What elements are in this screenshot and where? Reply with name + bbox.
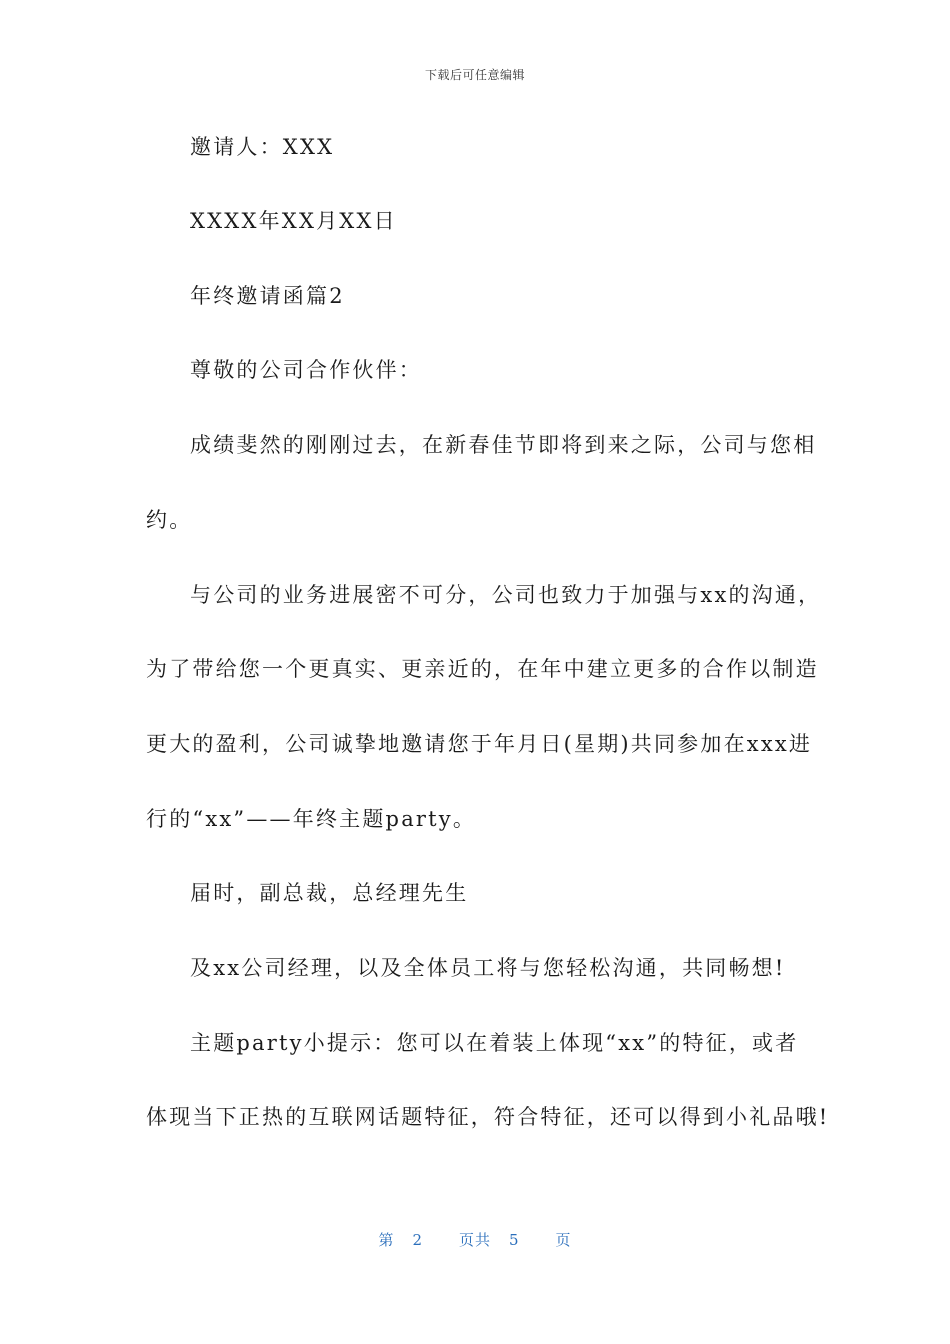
salutation: 尊敬的公司合作伙伴： bbox=[190, 358, 422, 382]
paragraph-line: 及xx公司经理，以及全体员工将与您轻松沟通，共同畅想! bbox=[190, 956, 786, 980]
paragraph-line: 更大的盈利，公司诚挚地邀请您于年月日(星期)共同参加在xxx进 bbox=[146, 732, 813, 756]
paragraph-line: 行的“xx”——年终主题party。 bbox=[146, 807, 477, 831]
paragraph-line: 届时，副总裁，总经理先生 bbox=[190, 881, 469, 905]
page-footer bbox=[0, 1229, 950, 1250]
paragraph-line: 成绩斐然的刚刚过去，在新春佳节即将到来之际，公司与您相 bbox=[190, 433, 817, 457]
footer-prefix: 第 bbox=[378, 1231, 395, 1249]
date-line: XXXX年XX月XX日 bbox=[190, 209, 397, 233]
page-header: 下载后可任意编辑 bbox=[424, 68, 525, 82]
paragraph-line: 约。 bbox=[146, 508, 193, 532]
paragraph-line: 与公司的业务进展密不可分，公司也致力于加强与xx的沟通， bbox=[190, 583, 822, 607]
paragraph-line: 体现当下正热的互联网话题特征，符合特征，还可以得到小礼品哦! bbox=[146, 1105, 830, 1129]
inviter-line: 邀请人：XXX bbox=[190, 135, 335, 159]
section-title: 年终邀请函篇2 bbox=[190, 284, 345, 308]
paragraph-line: 主题party小提示：您可以在着装上体现“xx”的特征，或者 bbox=[190, 1031, 799, 1055]
current-page-number: 2 bbox=[412, 1231, 423, 1249]
total-pages-number: 5 bbox=[509, 1231, 520, 1249]
footer-middle: 页共 bbox=[458, 1231, 491, 1249]
footer-suffix: 页 bbox=[555, 1231, 572, 1249]
paragraph-line: 为了带给您一个更真实、更亲近的，在年中建立更多的合作以制造 bbox=[146, 657, 819, 681]
